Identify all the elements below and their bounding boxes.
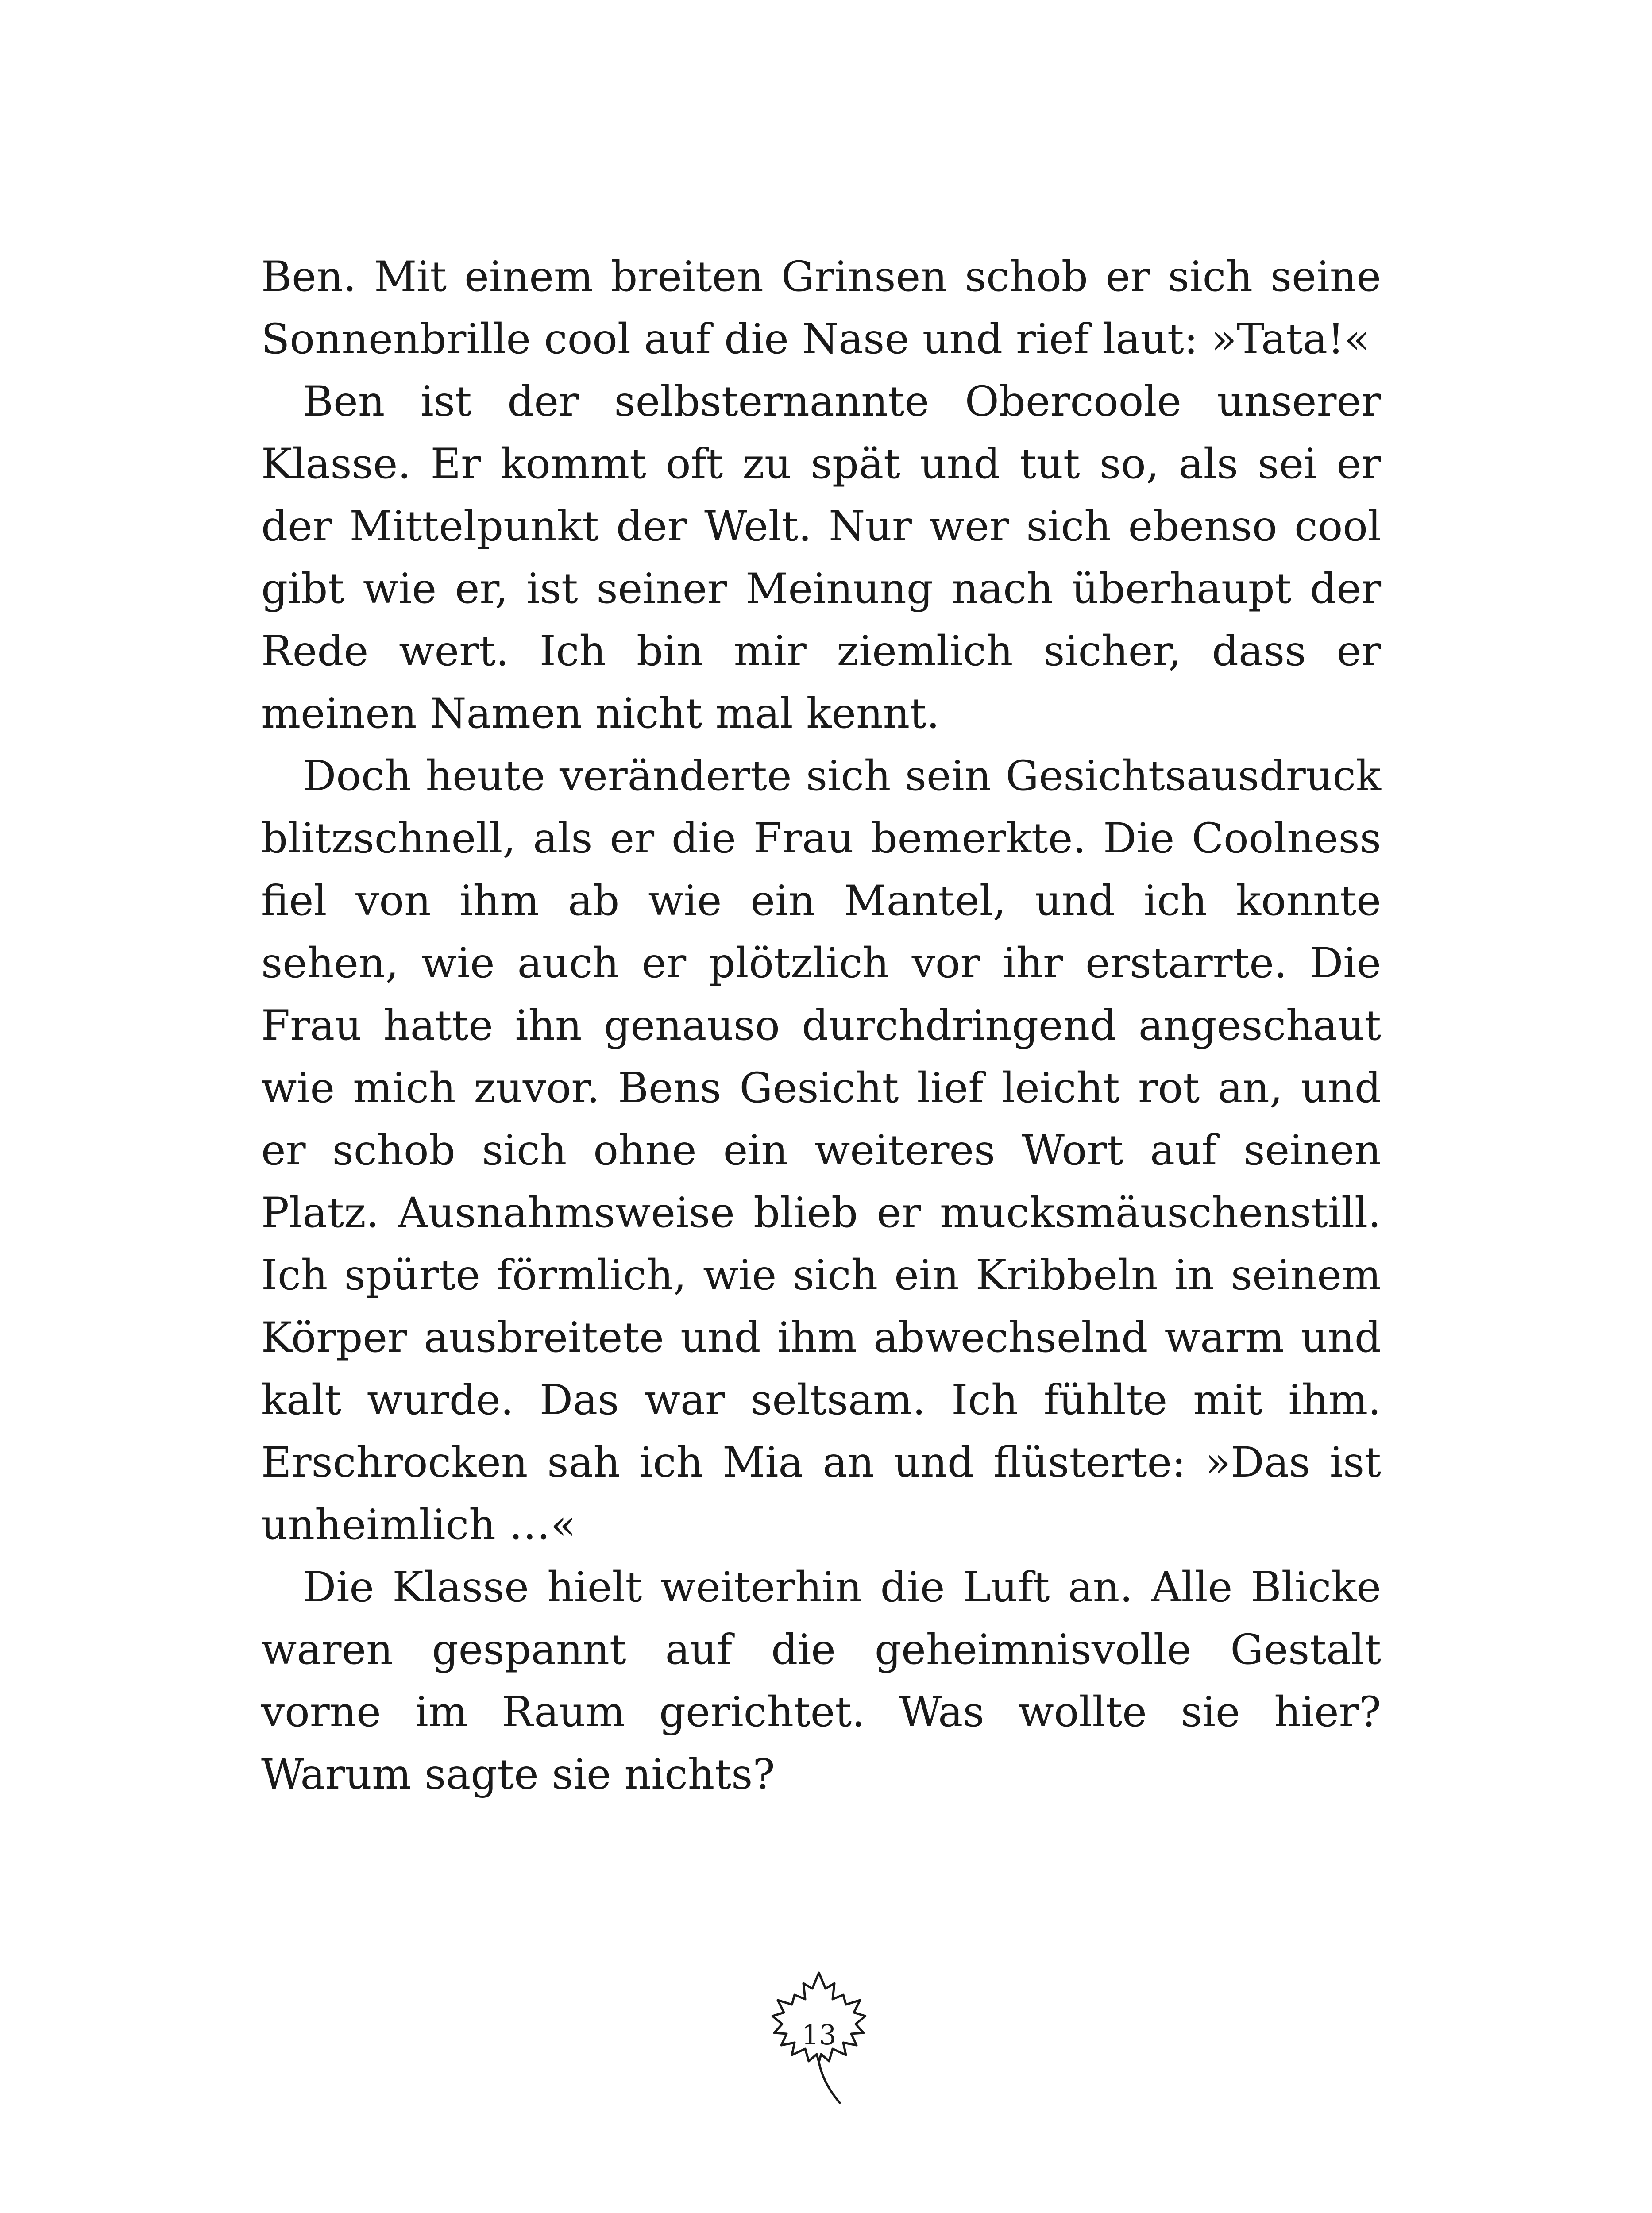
paragraph: Ben ist der selbsternannte Obercoole unserer Klasse. Er kommt oft zu spät und tut so, als sei er der Mittelpunkt der Welt. Nur wer sich ebenso cool gibt wie er, ist seiner Meinung nach überhaupt der Rede wert. Ich bin mir ziemlich sicher, dass er meinen Namen nicht mal kennt.: [261, 378, 1381, 738]
page-folio: [759, 1967, 879, 2109]
paragraph: Doch heute veränderte sich sein Gesichtsausdruck blitzschnell, als er die Frau bemerkte. Die Coolness fiel von ihm ab wie ein Mantel, und ich konnte sehen, wie auch er plötzlich vor ihr erstarrte. Die Frau hatte ihn genauso durchdringend angeschaut wie mich zuvor. Bens Gesicht lief leicht rot an, und er schob sich ohne ein weiteres Wort auf seinen Platz. Ausnahmsweise blieb er mucksmäuschenstill. Ich spürte förmlich, wie sich ein Kribbeln in seinem Körper ausbreitete und ihm abwechselnd warm und kalt wurde. Das war seltsam. Ich fühlte mit ihm. Erschrocken sah ich Mia an und flüsterte: »Das ist unheimlich …«: [261, 752, 1381, 1549]
paragraph-continued: Ben. Mit einem breiten Grinsen schob er sich seine Sonnenbrille cool auf die Nase und rief laut: »Tata!«: [261, 253, 1381, 363]
body-text: [261, 246, 1381, 1806]
paragraph: Die Klasse hielt weiterhin die Luft an. Alle Blicke waren gespannt auf die geheimnisvolle Gestalt vorne im Raum gerichtet. Was wollte sie hier? Warum sagte sie nichts?: [261, 1563, 1381, 1799]
page-number: 13: [801, 2019, 837, 2051]
